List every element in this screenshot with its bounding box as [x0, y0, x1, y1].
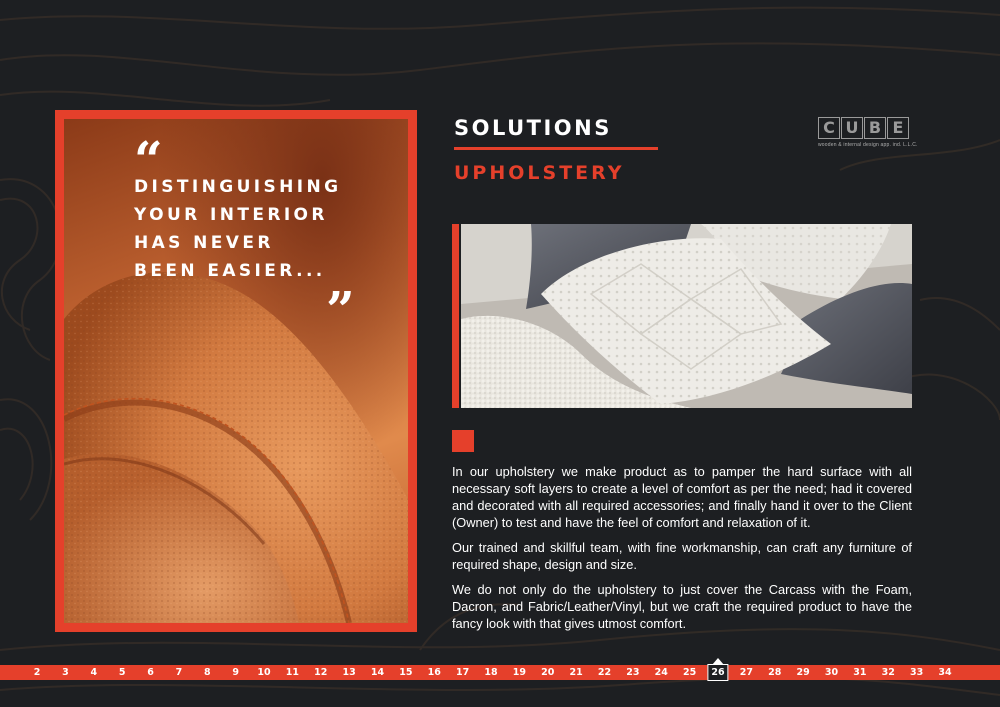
page-link-15[interactable]: 15: [399, 667, 413, 678]
logo-letter: C: [818, 117, 840, 139]
page-link-17[interactable]: 17: [456, 667, 470, 678]
page-link-32[interactable]: 32: [881, 667, 895, 678]
page-link-33[interactable]: 33: [910, 667, 924, 678]
page-link-4[interactable]: 4: [90, 667, 98, 678]
page-link-20[interactable]: 20: [541, 667, 555, 678]
section-subtitle: UPHOLSTERY: [454, 162, 625, 184]
page-link-19[interactable]: 19: [512, 667, 526, 678]
page-link-29[interactable]: 29: [796, 667, 810, 678]
logo-letter: E: [887, 117, 909, 139]
section-title: SOLUTIONS: [454, 116, 612, 140]
title-underline: [454, 147, 658, 150]
page-link-16[interactable]: 16: [427, 667, 441, 678]
pillows-illustration: [461, 224, 912, 408]
body-paragraph: In our upholstery we make product as to pamper the hard surface with all necessary soft layers to create a level of comfort as per the need; had it covered and decorated with all required accessories; and finally hand it over to the Client (Owner) to test and have the feel of comfort and relaxation of it.: [452, 464, 912, 530]
page-link-21[interactable]: 21: [569, 667, 583, 678]
body-text: [452, 463, 912, 640]
page-link-8[interactable]: 8: [203, 667, 211, 678]
accent-square: [452, 430, 474, 452]
page-link-5[interactable]: 5: [118, 667, 126, 678]
pillows-photo: [461, 224, 912, 408]
photo-accent-bar: [452, 224, 459, 408]
page-link-12[interactable]: 12: [314, 667, 328, 678]
page-number-list: [0, 665, 1000, 680]
page-link-34[interactable]: 34: [938, 667, 952, 678]
page-link-31[interactable]: 31: [853, 667, 867, 678]
quote-line: DISTINGUISHING: [134, 177, 342, 197]
closing-quote-mark: ”: [326, 280, 355, 339]
page-link-25[interactable]: 25: [683, 667, 697, 678]
page-link-13[interactable]: 13: [342, 667, 356, 678]
leather-photo: [64, 119, 408, 623]
logo-letter: B: [864, 117, 886, 139]
leather-photo-frame: [55, 110, 417, 632]
quote-text: [134, 173, 394, 285]
page-link-24[interactable]: 24: [654, 667, 668, 678]
quote-line: HAS NEVER: [134, 233, 274, 253]
page-link-23[interactable]: 23: [626, 667, 640, 678]
page-link-22[interactable]: 22: [597, 667, 612, 678]
page-link-14[interactable]: 14: [370, 667, 385, 678]
page-link-2[interactable]: 2: [33, 667, 41, 678]
page-link-6[interactable]: 6: [147, 667, 154, 678]
opening-quote-mark: “: [134, 130, 163, 189]
page-link-11[interactable]: 11: [285, 667, 299, 678]
page-link-18[interactable]: 18: [484, 667, 498, 678]
body-paragraph: We do not only do the upholstery to just cover the Carcass with the Foam, Dacron, and Fabric/Leather/Vinyl, but we craft the required product to have the fancy look with that gives utmost comfort.: [452, 582, 912, 631]
page-link-27[interactable]: 27: [739, 667, 753, 678]
page-link-7[interactable]: 7: [175, 667, 183, 678]
page-link-30[interactable]: 30: [824, 667, 839, 678]
page-link-3[interactable]: 3: [62, 667, 69, 678]
company-logo: [818, 117, 918, 148]
page-link-26[interactable]: 26: [707, 664, 728, 681]
logo-tagline: wooden & internal design app. ind. L.L.C.: [818, 142, 918, 148]
page-link-10[interactable]: 10: [257, 667, 271, 678]
quote-line: YOUR INTERIOR: [134, 205, 328, 225]
page-link-9[interactable]: 9: [232, 667, 239, 678]
logo-wordmark: [818, 117, 914, 139]
quote-line: BEEN EASIER...: [134, 261, 326, 281]
page-link-28[interactable]: 28: [768, 667, 782, 678]
body-paragraph: Our trained and skillful team, with fine workmanship, can craft any furniture of required shape, design and size.: [452, 540, 912, 572]
logo-letter: U: [841, 117, 863, 139]
